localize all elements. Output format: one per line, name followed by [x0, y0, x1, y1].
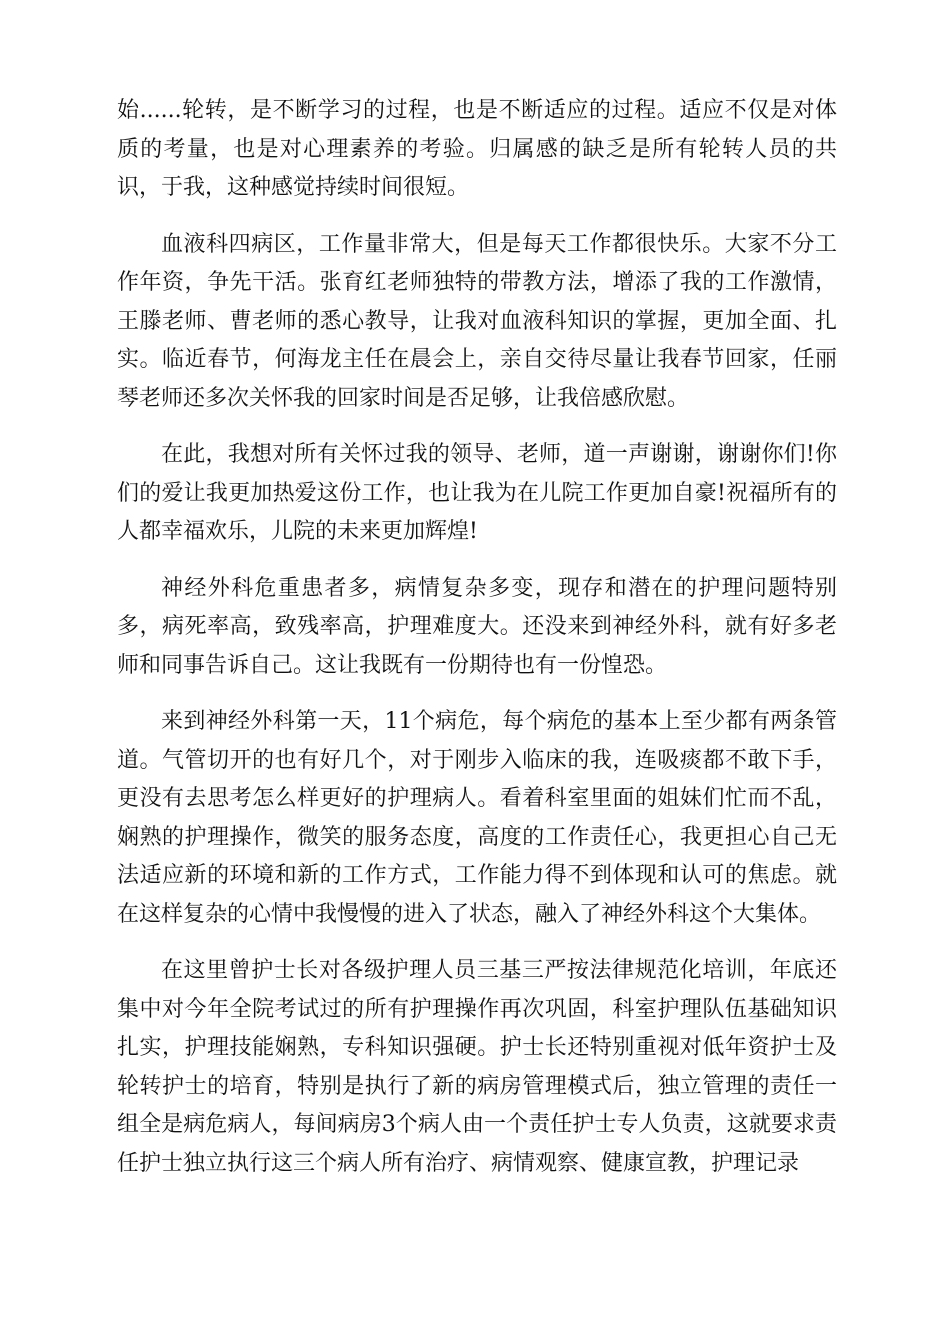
paragraph-1: 始......轮转，是不断学习的过程，也是不断适应的过程。适应不仅是对体质的考量，也是对心理素养的考验。归属感的缺乏是所有轮转人员的共识，于我，这种感觉持续时间很短。 — [117, 98, 837, 200]
paragraph-4: 神经外科危重患者多，病情复杂多变，现存和潜在的护理问题特别多，病死率高，致残率高，护理难度大。还没来到神经外科，就有好多老师和同事告诉自己。这让我既有一份期待也有一份惶恐。 — [117, 575, 837, 678]
paragraph-5: 来到神经外科第一天，11个病危，每个病危的基本上至少都有两条管道。气管切开的也有好几个，对于刚步入临床的我，连吸痰都不敢下手，更没有去思考怎么样更好的护理病人。看着科室里面的姐妹们忙而不乱，娴熟的护理操作，微笑的服务态度，高度的工作责任心，我更担心自己无法适应新的环境和新的工作方式，工作能力得不到体现和认可的焦虑。就在这样复杂的心情中我慢慢的进入了状态，融入了神经外科这个大集体。 — [117, 709, 837, 927]
paragraph-2: 血液科四病区，工作量非常大，但是每天工作都很快乐。大家不分工作年资，争先干活。张育红老师独特的带教方法，增添了我的工作激情，王滕老师、曹老师的悉心教导，让我对血液科知识的掌握，更加全面、扎实。临近春节，何海龙主任在晨会上，亲自交待尽量让我春节回家，任丽琴老师还多次关怀我的回家时间是否足够，让我倍感欣慰。 — [117, 231, 837, 411]
paragraph-3: 在此，我想对所有关怀过我的领导、老师，道一声谢谢，谢谢你们!你们的爱让我更加热爱这份工作，也让我为在儿院工作更加自豪!祝福所有的人都幸福欢乐，儿院的未来更加辉煌! — [117, 442, 837, 544]
paragraph-6: 在这里曾护士长对各级护理人员三基三严按法律规范化培训，年底还集中对今年全院考试过的所有护理操作再次巩固，科室护理队伍基础知识扎实，护理技能娴熟，专科知识强硬。护士长还特别重视对低年资护士及轮转护士的培育，特别是执行了新的病房管理模式后，独立管理的责任一组全是病危病人，每间病房3个病人由一个责任护士专人负责，这就要求责任护士独立执行这三个病人所有治疗、病情观察、健康宣教，护理记录 — [117, 958, 837, 1176]
